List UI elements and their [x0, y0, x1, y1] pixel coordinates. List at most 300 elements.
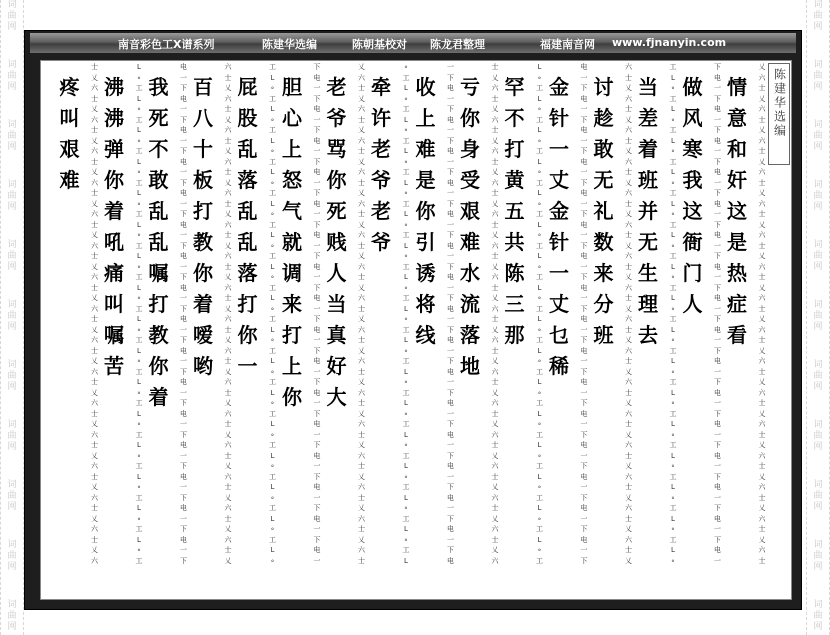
- notation-mark: 乂: [758, 63, 766, 71]
- notation-mark: L: [137, 409, 141, 418]
- notation-mark: 六: [491, 84, 499, 92]
- notation-mark: 六: [625, 378, 632, 386]
- lyric-char: 上: [282, 354, 302, 378]
- notation-mark: 乂: [758, 157, 766, 166]
- notation-mark: 六: [91, 115, 98, 124]
- notation-mark: 工: [269, 126, 276, 134]
- notation-mark: 工: [135, 525, 143, 533]
- notation-mark: 乂: [358, 535, 365, 544]
- lyric-char: 是: [727, 230, 747, 254]
- notation-mark: 工: [269, 63, 276, 71]
- notation-mark: 一: [313, 178, 321, 187]
- notation-mark: L: [537, 472, 542, 481]
- notation-mark: 电: [313, 483, 321, 491]
- notation-mark: 士: [91, 283, 98, 292]
- lyric-char: 你: [415, 199, 436, 223]
- notation-mark: 乂: [758, 220, 766, 229]
- notation-mark: 六: [491, 147, 499, 155]
- notation-mark: 一: [580, 73, 588, 82]
- lyric-char: 和: [727, 137, 747, 161]
- notation-mark: 六: [758, 546, 766, 554]
- notation-mark: 六: [491, 462, 499, 470]
- notation-mark: 乂: [758, 126, 766, 134]
- lyric-char: 八: [193, 106, 213, 130]
- notation-mark: L: [671, 73, 675, 82]
- notation-mark: 工: [269, 94, 276, 103]
- notation-mark: L: [671, 199, 675, 208]
- notation-mark: 工: [536, 241, 543, 250]
- lyric-char: 看: [727, 323, 747, 347]
- notation-mark: 六: [91, 336, 98, 344]
- notation-mark: L: [404, 367, 408, 376]
- notation-mark: 乂: [91, 199, 98, 208]
- notation-mark: 工: [536, 430, 543, 439]
- notation-mark: 六: [625, 157, 632, 166]
- notation-mark: 六: [358, 451, 365, 460]
- notation-mark: 士: [758, 273, 766, 281]
- watermark-text: 词曲网: [813, 180, 823, 212]
- notation-mark: 乂: [758, 315, 766, 323]
- lyric-char: 无: [593, 168, 614, 192]
- lyric-char: 收: [415, 75, 436, 99]
- notation-mark: L: [404, 147, 408, 155]
- notation-mark: 工: [135, 115, 143, 124]
- lyric-char: 乱: [237, 230, 258, 254]
- notation-mark: 下: [714, 63, 721, 71]
- notation-mark: 六: [358, 325, 365, 334]
- notation-column: [392, 62, 420, 566]
- notation-mark: 乂: [625, 210, 632, 218]
- lyric-char: 着: [193, 292, 213, 316]
- notation-mark: ∘: [403, 157, 409, 166]
- notation-mark: L: [270, 514, 275, 523]
- notation-mark: ∘: [403, 504, 409, 512]
- notation-mark: L: [270, 420, 275, 428]
- lyric-char: 打: [282, 323, 302, 347]
- notation-mark: ∘: [537, 420, 542, 428]
- notation-mark: L: [671, 136, 675, 145]
- notation-mark: 工: [402, 73, 410, 82]
- notation-mark: L: [537, 189, 542, 197]
- notation-mark: 士: [758, 367, 766, 376]
- notation-mark: 乂: [491, 136, 499, 145]
- notation-mark: L: [404, 556, 408, 565]
- watermark-text: 词曲网: [7, 360, 17, 392]
- notation-mark: 乂: [358, 252, 365, 260]
- notation-mark: ∘: [403, 220, 409, 229]
- notation-mark: 士: [625, 199, 632, 208]
- lyric-char: 情: [727, 75, 747, 99]
- notation-mark: 下: [313, 346, 321, 355]
- notation-mark: 六: [491, 556, 499, 565]
- notation-mark: 士: [758, 493, 766, 502]
- notation-mark: 一: [180, 483, 187, 491]
- lyric-char: 十: [193, 137, 213, 161]
- notation-mark: 一: [714, 84, 721, 92]
- lyric-char: 敢: [148, 168, 169, 192]
- notation-mark: L: [270, 136, 275, 145]
- notation-mark: 工: [402, 231, 410, 239]
- notation-mark: ∘: [136, 325, 142, 334]
- notation-mark: 一: [580, 168, 588, 176]
- notation-mark: 乂: [491, 262, 499, 271]
- notation-mark: 乂: [358, 409, 365, 418]
- notation-mark: 一: [714, 462, 721, 470]
- notation-mark: 六: [491, 399, 499, 407]
- notation-mark: 士: [91, 409, 98, 418]
- lyric-char: 敢: [593, 137, 614, 161]
- notation-mark: ∘: [537, 231, 542, 239]
- notation-mark: ∘: [537, 388, 542, 397]
- notation-mark: 工: [135, 462, 143, 470]
- notation-mark: 工: [669, 252, 677, 260]
- notation-mark: 电: [714, 262, 721, 271]
- notation-mark: 士: [91, 252, 98, 260]
- lyric-char: 贱: [326, 230, 347, 254]
- notation-mark: 一: [180, 388, 187, 397]
- notation-mark: 下: [580, 399, 588, 407]
- notation-mark: 一: [714, 493, 721, 502]
- notation-mark: 下: [714, 283, 721, 292]
- notation-mark: 工: [402, 546, 410, 554]
- notation-mark: 一: [180, 168, 187, 176]
- notation-mark: 士: [758, 147, 766, 155]
- notation-mark: 电: [313, 294, 321, 302]
- lyric-char: 你: [193, 261, 213, 285]
- site-url: www.fjnanyin.com: [612, 36, 727, 49]
- lyric-char: 当: [326, 292, 347, 316]
- notation-mark: 下: [447, 231, 454, 239]
- watermark-text: 词曲网: [7, 0, 17, 32]
- notation-mark: L: [671, 483, 675, 491]
- lyric-char: 理: [638, 292, 658, 316]
- notation-mark: ∘: [537, 514, 542, 523]
- notation-mark: L: [537, 535, 542, 544]
- notation-mark: L: [671, 294, 675, 302]
- lyric-char: 乜: [549, 323, 569, 347]
- lyric-char: 嘱: [104, 323, 124, 347]
- lyric-char: 百: [193, 75, 213, 99]
- notation-mark: 六: [625, 315, 632, 323]
- notation-mark: L: [404, 241, 408, 250]
- notation-mark: 工: [402, 483, 410, 491]
- notation-mark: 士: [491, 189, 499, 197]
- notation-mark: 一: [313, 304, 321, 313]
- notation-mark: 电: [313, 546, 321, 554]
- notation-mark: 下: [313, 157, 321, 166]
- notation-mark: 下: [180, 115, 187, 124]
- lyric-char: 弹: [104, 137, 124, 161]
- notation-mark: ∘: [136, 451, 142, 460]
- notation-mark: 一: [180, 136, 187, 145]
- lyric-char: 讨: [593, 75, 614, 99]
- notation-mark: ∘: [403, 252, 409, 260]
- notation-mark: 六: [625, 441, 632, 449]
- notation-mark: 电: [180, 504, 187, 512]
- notation-mark: 六: [358, 199, 365, 208]
- notation-mark: 电: [313, 231, 321, 239]
- notation-mark: 士: [224, 73, 232, 82]
- notation-mark: 电: [180, 472, 187, 481]
- notation-mark: 一: [313, 84, 321, 92]
- notation-mark: 乂: [358, 220, 365, 229]
- notation-mark: L: [270, 294, 275, 302]
- notation-mark: L: [671, 451, 675, 460]
- lyric-char: 难: [460, 230, 480, 254]
- notation-mark: 下: [313, 63, 321, 71]
- notation-mark: 士: [358, 241, 365, 250]
- notation-mark: L: [270, 262, 275, 271]
- notation-mark: 一: [447, 504, 454, 512]
- notation-mark: 六: [224, 504, 232, 512]
- lyric-char: 心: [282, 106, 302, 130]
- notation-mark: 士: [91, 472, 98, 481]
- notation-mark: ∘: [270, 304, 275, 313]
- lyric-char: 你: [282, 385, 302, 409]
- lyric-char: 叫: [104, 292, 124, 316]
- lyric-char: 难: [415, 137, 436, 161]
- lyric-char: 人: [682, 292, 703, 316]
- notation-mark: 乂: [358, 126, 365, 134]
- notation-mark: 工: [669, 189, 677, 197]
- lyric-char: 气: [282, 199, 302, 223]
- notation-mark: L: [137, 283, 141, 292]
- notation-mark: 电: [580, 346, 588, 355]
- notation-column: [348, 62, 376, 566]
- lyric-char: 你: [148, 354, 169, 378]
- notation-mark: 乂: [358, 283, 365, 292]
- lyric-char: 爷: [326, 106, 347, 130]
- notation-mark: 士: [91, 157, 98, 166]
- notation-mark: 下: [180, 147, 187, 155]
- notation-mark: 电: [447, 84, 454, 92]
- notation-mark: ∘: [670, 178, 676, 187]
- notation-mark: 下: [714, 504, 721, 512]
- notation-mark: 一: [580, 199, 588, 208]
- notation-mark: 一: [714, 273, 721, 281]
- notation-mark: L: [537, 252, 542, 260]
- watermark-text: 词曲网: [7, 60, 17, 92]
- watermark-text: 词曲网: [813, 420, 823, 452]
- notation-mark: 工: [536, 556, 543, 565]
- lyric-char: 衙: [682, 230, 703, 254]
- notation-mark: 一: [714, 178, 721, 187]
- notation-mark: 电: [580, 441, 588, 449]
- notation-mark: 工: [536, 367, 543, 376]
- lyric-char: 落: [237, 168, 258, 192]
- notation-column: [526, 62, 554, 566]
- notation-mark: 士: [358, 147, 365, 155]
- notation-mark: 下: [714, 441, 721, 449]
- notation-mark: 士: [358, 84, 365, 92]
- notation-mark: L: [404, 178, 408, 187]
- notation-mark: 工: [269, 346, 276, 355]
- notation-mark: 工: [536, 336, 543, 344]
- notation-mark: 下: [180, 399, 187, 407]
- watermark-text: 词曲网: [813, 0, 823, 32]
- notation-column: [81, 62, 109, 566]
- notation-mark: 六: [91, 525, 98, 533]
- notation-mark: 乂: [224, 430, 232, 439]
- lyric-char: 牵: [371, 75, 391, 99]
- notation-mark: L: [671, 546, 675, 554]
- notation-mark: 电: [180, 283, 187, 292]
- notation-mark: 士: [491, 157, 499, 166]
- notation-mark: ∘: [270, 147, 275, 155]
- notation-mark: 六: [758, 420, 766, 428]
- notation-mark: 一: [180, 514, 187, 523]
- notation-mark: 乂: [358, 315, 365, 323]
- notation-mark: 一: [313, 273, 321, 281]
- notation-mark: 工: [135, 241, 143, 250]
- notation-mark: 工: [135, 304, 143, 313]
- notation-mark: 乂: [358, 441, 365, 449]
- notation-mark: 一: [180, 73, 187, 82]
- lyric-char: 你: [326, 168, 347, 192]
- notation-mark: 士: [491, 63, 499, 71]
- notation-mark: 乂: [224, 336, 232, 344]
- notation-mark: 一: [580, 357, 588, 365]
- notation-mark: ∘: [670, 367, 676, 376]
- notation-mark: 乂: [91, 483, 98, 491]
- notation-mark: 工: [536, 115, 543, 124]
- notation-mark: 一: [714, 115, 721, 124]
- notation-mark: ∘: [670, 493, 676, 502]
- notation-mark: L: [404, 336, 408, 344]
- notation-mark: 六: [758, 294, 766, 302]
- notation-mark: 乂: [625, 273, 632, 281]
- notation-mark: 士: [91, 441, 98, 449]
- notation-mark: 电: [714, 514, 721, 523]
- notation-mark: 乂: [91, 73, 98, 82]
- notation-mark: 电: [447, 241, 454, 250]
- notation-mark: 一: [580, 325, 588, 334]
- notation-mark: ∘: [403, 189, 409, 197]
- notation-mark: ∘: [136, 73, 142, 82]
- notation-mark: 乂: [491, 483, 499, 491]
- notation-mark: L: [137, 472, 141, 481]
- notation-mark: 电: [313, 199, 321, 208]
- notation-mark: 士: [625, 294, 632, 302]
- notation-mark: 六: [91, 493, 98, 502]
- notation-mark: 六: [91, 147, 98, 155]
- notation-mark: L: [404, 493, 408, 502]
- notation-mark: 下: [313, 504, 321, 512]
- notation-mark: 下: [313, 252, 321, 260]
- notation-mark: 下: [580, 147, 588, 155]
- notation-mark: 乂: [358, 504, 365, 512]
- notation-mark: 电: [180, 378, 187, 386]
- lyric-char: 吼: [104, 230, 124, 254]
- notation-mark: 六: [758, 231, 766, 239]
- notation-mark: ∘: [670, 304, 676, 313]
- notation-mark: 下: [714, 535, 721, 544]
- notation-mark: 士: [491, 378, 499, 386]
- notation-mark: 一: [580, 483, 588, 491]
- notation-mark: L: [537, 378, 542, 386]
- notation-mark: 士: [91, 378, 98, 386]
- notation-mark: 六: [224, 189, 232, 197]
- notation-mark: L: [537, 283, 542, 292]
- lyric-char: 打: [193, 199, 213, 223]
- notation-mark: 士: [224, 325, 232, 334]
- notation-mark: 六: [625, 126, 632, 134]
- notation-mark: 乂: [625, 178, 632, 187]
- notation-mark: L: [137, 94, 141, 103]
- watermark-text: 词曲网: [7, 540, 17, 572]
- notation-mark: 乂: [224, 399, 232, 407]
- notation-mark: L: [537, 94, 542, 103]
- notation-mark: 工: [536, 493, 543, 502]
- lyric-char: 骂: [326, 137, 347, 161]
- notation-mark: 士: [491, 409, 499, 418]
- notation-mark: 士: [91, 315, 98, 323]
- notation-mark: ∘: [270, 115, 275, 124]
- notation-mark: 一: [180, 357, 187, 365]
- notation-mark: ∘: [136, 199, 142, 208]
- notation-mark: 电: [313, 514, 321, 523]
- notation-mark: 六: [358, 546, 365, 554]
- notation-mark: 乂: [491, 357, 499, 365]
- notation-mark: L: [404, 304, 408, 313]
- notation-mark: 电: [714, 73, 721, 82]
- notation-mark: 工: [669, 346, 677, 355]
- lyric-char: 罕: [504, 75, 525, 99]
- lyric-char: 寒: [682, 137, 703, 161]
- notation-mark: 工: [669, 283, 677, 292]
- notation-mark: 乂: [91, 451, 98, 460]
- notation-mark: 电: [714, 325, 721, 334]
- notation-mark: 工: [402, 168, 410, 176]
- notation-mark: 工: [135, 430, 143, 439]
- notation-mark: 下: [180, 304, 187, 313]
- notation-mark: 电: [313, 388, 321, 397]
- notation-mark: ∘: [136, 294, 142, 302]
- notation-mark: 士: [625, 388, 632, 397]
- notation-mark: 电: [580, 283, 588, 292]
- notation-mark: ∘: [403, 63, 409, 71]
- notation-mark: 下: [447, 325, 454, 334]
- lyric-char: 陈: [504, 261, 525, 285]
- notation-mark: 工: [135, 178, 143, 187]
- notation-mark: 电: [447, 399, 454, 407]
- notation-mark: 工: [269, 252, 276, 260]
- notation-mark: 乂: [91, 105, 98, 113]
- notation-mark: 六: [358, 262, 365, 271]
- notation-mark: 下: [714, 315, 721, 323]
- lyric-char: 爷: [371, 230, 391, 254]
- notation-mark: 一: [447, 63, 454, 71]
- notation-mark: 士: [358, 493, 365, 502]
- notation-mark: 电: [714, 168, 721, 176]
- notation-mark: 电: [180, 189, 187, 197]
- notation-mark: 六: [625, 472, 632, 481]
- notation-mark: 下: [447, 136, 454, 145]
- lyric-char: 线: [415, 323, 436, 347]
- lyric-char: 许: [371, 106, 391, 130]
- notation-mark: L: [537, 409, 542, 418]
- notation-mark: ∘: [403, 535, 409, 544]
- notation-mark: 一: [447, 126, 454, 134]
- notation-mark: 下: [180, 556, 187, 565]
- lyric-char: 班: [593, 323, 614, 347]
- notation-mark: ∘: [136, 262, 142, 271]
- notation-mark: 士: [491, 94, 499, 103]
- notation-mark: 六: [224, 220, 232, 229]
- notation-mark: 乂: [625, 430, 632, 439]
- notation-column: [704, 62, 732, 566]
- notation-mark: 乂: [224, 241, 232, 250]
